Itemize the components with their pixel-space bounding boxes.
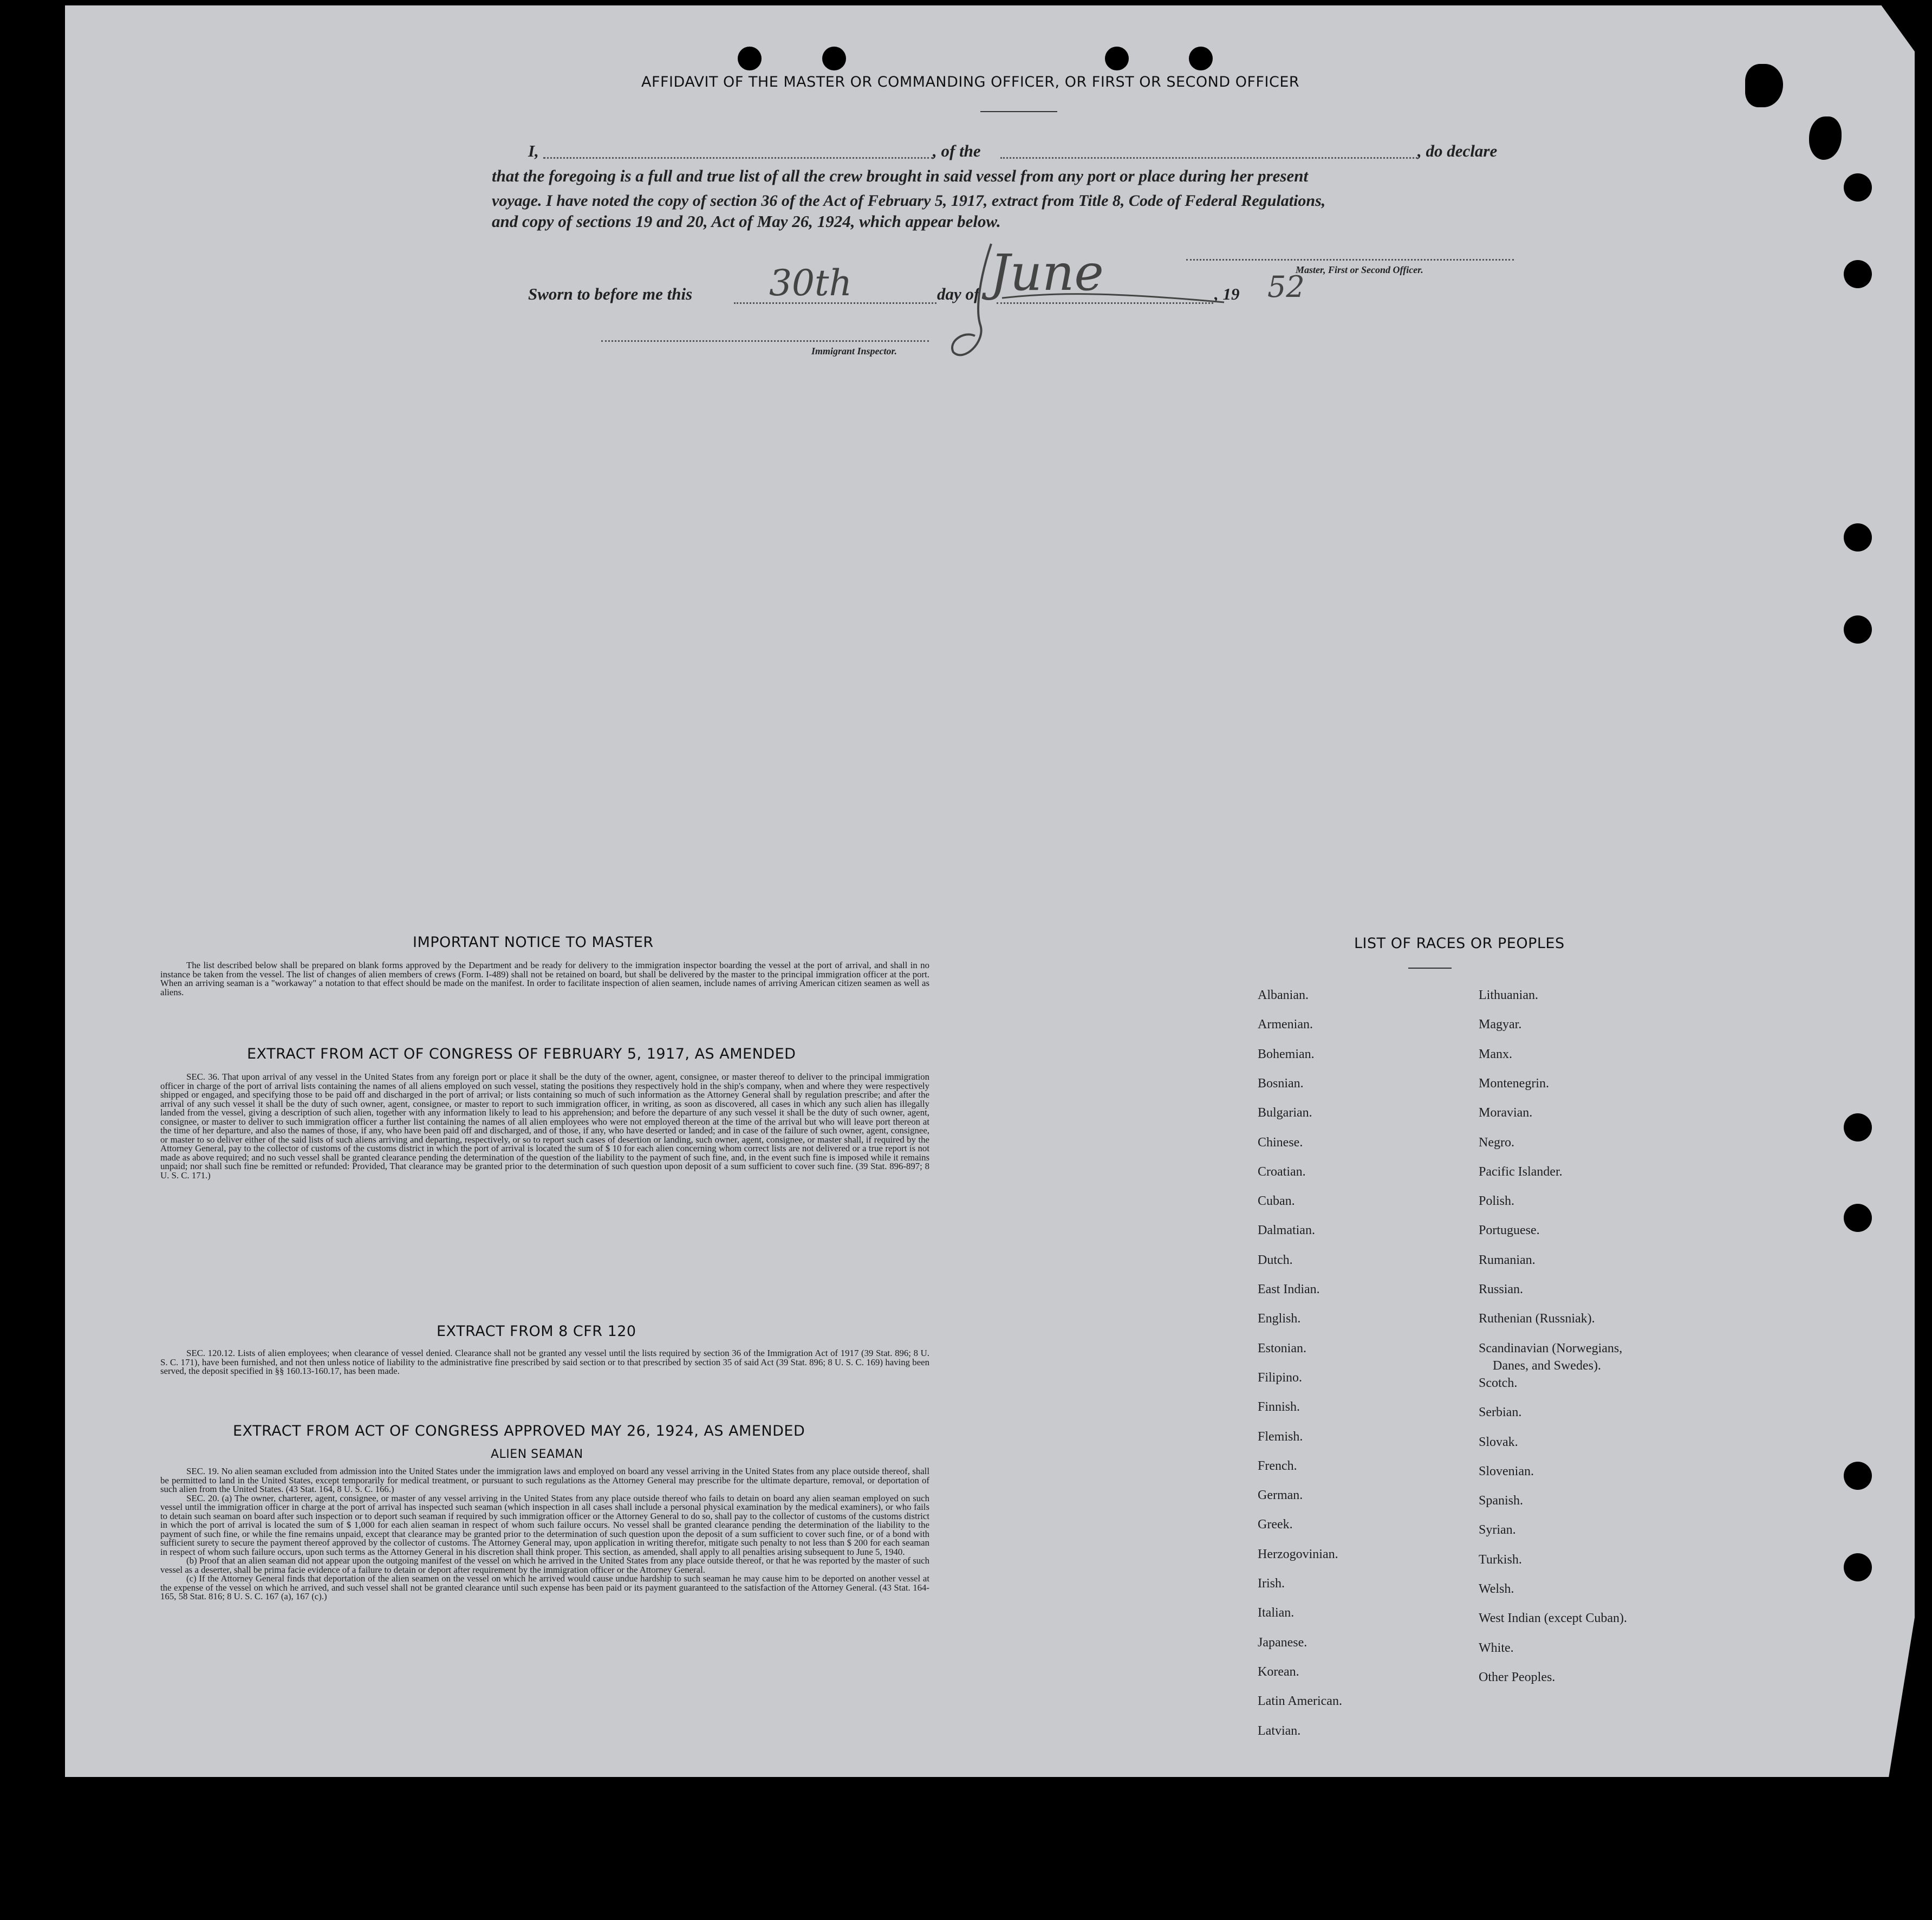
extract-cfr-text [160, 1349, 929, 1376]
affidavit-line-2: that the foregoing is a full and true list of all the crew brought in said vessel from any port or place during her present [492, 166, 1309, 185]
race-item: Latvian. [1258, 1723, 1301, 1738]
race-item: Pacific Islander. [1479, 1164, 1563, 1179]
punch-hole-side-3 [1844, 523, 1872, 552]
affidavit-line-3: voyage. I have noted the copy of section 36 of the Act of February 5, 1917, extract from Title 8, Code of Federal Regulations, [492, 192, 1326, 210]
vessel-blank [1000, 157, 1417, 159]
punch-hole-side-8 [1844, 1553, 1872, 1581]
punch-hole-side-6 [1844, 1204, 1872, 1232]
race-item: Polish. [1479, 1194, 1515, 1209]
race-item: White. [1479, 1640, 1514, 1655]
race-item: Negro. [1479, 1135, 1514, 1150]
alien-seaman-subtitle: ALIEN SEAMAN [491, 1448, 583, 1461]
race-item: Magyar. [1479, 1017, 1522, 1032]
day-of-label: day of [937, 284, 980, 303]
punch-hole-side-2 [1844, 260, 1872, 288]
punch-hole-top-1 [738, 47, 762, 70]
inspector-label: Immigrant Inspector. [811, 346, 897, 356]
race-item: Chinese. [1258, 1135, 1303, 1150]
handwritten-month: June [990, 244, 1104, 302]
extract-1924-title: EXTRACT FROM ACT OF CONGRESS APPROVED MAY 26, 1924, AS AMENDED [233, 1423, 805, 1439]
affidavit-title-rule [980, 111, 1057, 112]
punch-hole-top-4 [1189, 47, 1213, 70]
punch-hole-top-3 [1105, 47, 1129, 70]
notice-text [160, 961, 929, 997]
race-item: Cuban. [1258, 1194, 1295, 1209]
race-item: Bohemian. [1258, 1047, 1315, 1061]
sec-120-12-paragraph: SEC. 120.12. Lists of alien employees; when clearance of vessel denied. Clearance shall not be granted any vessel until the lists required by section 36 of the Immigration Act of 1917 (39 Stat. 896; 8 U. S. C. 171), have been furnished, and not then unless notice of liability to the administrative fine prescribed by said section or to that prescribed by section 35 of said Act (39 Stat. 896; 8 U. S. C. 169) having been served, the deposit specified in §§ 160.13-160.17, has been made. [160, 1348, 929, 1376]
race-item: Slovak. [1479, 1435, 1518, 1449]
sec-20c-paragraph: (c) If the Attorney General finds that deportation of the alien seamen on the vessel on which he arrived would cause undue hardship to such seaman he may cause him to be deported on another vessel at the expense of the vessel on which he arrived, and such vessel shall not be granted clearance until such expense has been paid or its payment guaranteed to the satisfaction of the Attorney General. (43 Stat. 164-165, 58 Stat. 816; 8 U. S. C. 167 (a), 167 (c).) [160, 1573, 929, 1601]
race-item: Albanian. [1258, 988, 1309, 1002]
sec-36-paragraph: SEC. 36. That upon arrival of any vessel in the United States from any foreign port or place it shall be the duty of the owner, agent, consignee, or master thereof to deliver to the principal immigration officer in charge of the port of arrival lists containing the names of all aliens employed on such vessel, stating the positions they respectively hold in the ship's company, when and where they were respectively shipped or engaged, and specifying those to be paid off and discharged in the port of arrival; or lists containing so much of such information as the Attorney General shall by regulation prescribe; and after the arrival of any such vessel it shall be the duty of such owner, agent, consignee, or master to report to such immigration officer, in writing, as soon as discovered, all cases in which any such alien has illegally landed from the vessel, giving a description of such alien, together with any information likely to lead to his apprehension; and before the departure of any such vessel it shall be the duty of such owner, agent, consignee, or master to deliver to such immigration officer a further list containing the names of all alien employees who were not employed thereon at the time of the arrival but who will leave port thereon at the time of her departure, and also the names of those, if any, who have been paid off and discharged, and of those, if any, who have deserted or landed; and in case of the failure of such owner, agent, consignee, or master to so deliver either of the said lists of such aliens arriving and departing, respectively, or so to report such cases of desertion or landing, such owner, agent, consignee, or master shall, if required by the Attorney General, pay to the collector of customs of the customs district in which the port of arrival is located the sum of $ 10 for each alien concerning whom correct lists are not delivered or a true report is not made as above required; and no such vessel shall be granted clearance pending the determination of the question of the liability to the payment of such fine, and, in the event such fine is imposed while it remains unpaid; nor shall such fine be remitted or refunded: Provided, That clearance may be granted prior to the determination of such question upon deposit of a sum sufficient to cover such fine. (39 Stat. 896-897; 8 U. S. C. 171.) [160, 1072, 929, 1180]
sec-19-paragraph: SEC. 19. No alien seaman excluded from admission into the United States under the immigration laws and employed on board any vessel arriving in the United States from any place outside thereof, shall be permitted to land in the United States, except temporarily for medical treatment, or pursuant to such regulations as the Attorney General may prescribe for the ultimate departure, removal, or deportation of such alien from the United States. (43 Stat. 164, 8 U. S. C. 166.) [160, 1466, 929, 1494]
punch-hole-side-7 [1844, 1462, 1872, 1490]
race-item: Italian. [1258, 1606, 1294, 1620]
race-item: Dalmatian. [1258, 1223, 1315, 1238]
race-item: Filipino. [1258, 1370, 1303, 1385]
race-item: Manx. [1479, 1047, 1512, 1061]
race-item: Flemish. [1258, 1429, 1303, 1444]
race-item: Japanese. [1258, 1635, 1307, 1650]
race-item: Syrian. [1479, 1523, 1516, 1538]
race-item: Greek. [1258, 1517, 1293, 1532]
race-item: Slovenian. [1479, 1464, 1534, 1478]
name-blank [543, 157, 933, 159]
race-item: Rumanian. [1479, 1253, 1536, 1267]
race-item: Portuguese. [1479, 1223, 1540, 1238]
extract-1917-title: EXTRACT FROM ACT OF CONGRESS OF FEBRUARY 5, 1917, AS AMENDED [247, 1046, 796, 1062]
race-item: Herzogovinian. [1258, 1547, 1338, 1561]
affidavit-i-label: I, [528, 141, 539, 160]
race-item: Scandinavian (Norwegians, [1479, 1341, 1623, 1355]
master-signature-label: Master, First or Second Officer. [1296, 264, 1423, 275]
race-item: Russian. [1479, 1282, 1524, 1296]
races-title: LIST OF RACES OR PEOPLES [1354, 935, 1565, 952]
race-item: East Indian. [1258, 1282, 1320, 1296]
race-item: Moravian. [1479, 1106, 1533, 1120]
race-item: Danes, and Swedes). [1493, 1358, 1601, 1373]
race-item: Latin American. [1258, 1694, 1342, 1709]
race-item: Croatian. [1258, 1164, 1306, 1179]
inspector-signature-line [601, 340, 929, 342]
notice-title: IMPORTANT NOTICE TO MASTER [413, 934, 654, 951]
extract-1917-text [160, 1073, 929, 1180]
handwritten-day: 30th [769, 262, 853, 304]
race-item: Serbian. [1479, 1405, 1522, 1420]
race-item: German. [1258, 1488, 1303, 1503]
signature-flourish [942, 233, 1246, 363]
race-item: Other Peoples. [1479, 1670, 1556, 1684]
race-item: Welsh. [1479, 1582, 1514, 1596]
extract-1924-text [160, 1467, 929, 1601]
race-item: Spanish. [1479, 1494, 1524, 1508]
race-item: Scotch. [1479, 1376, 1518, 1390]
race-item: French. [1258, 1458, 1297, 1473]
race-item: Bulgarian. [1258, 1106, 1312, 1120]
punch-hole-side-1 [1844, 173, 1872, 202]
race-item: English. [1258, 1312, 1301, 1326]
affidavit-title: AFFIDAVIT OF THE MASTER OR COMMANDING OFFICER, OR FIRST OR SECOND OFFICER [641, 74, 1300, 90]
race-item: Bosnian. [1258, 1076, 1304, 1091]
punch-hole-side-4 [1844, 615, 1872, 644]
affidavit-line-4: and copy of sections 19 and 20, Act of May 26, 1924, which appear below. [492, 212, 1001, 231]
race-item: Armenian. [1258, 1017, 1313, 1032]
notice-paragraph: The list described below shall be prepared on blank forms approved by the Department and be ready for delivery to the immigration inspector boarding the vessel at the port of arrival, and shall in no instance be taken from the vessel. The list of changes of alien members of crews (Form. I-489) shall not be retained on board, but shall be delivered by the master to the principal immigration officer at the port. When an arriving seaman is a "workaway" a notation to that effect should be made on the manifest. In order to facilitate inspection of alien seamen, include names of arriving American citizen seamen as well as aliens. [160, 960, 929, 997]
race-item: Korean. [1258, 1664, 1299, 1679]
race-item: Ruthenian (Russniak). [1479, 1312, 1595, 1326]
affidavit-of-the-label: , of the [933, 141, 981, 160]
race-item: Estonian. [1258, 1341, 1306, 1355]
extract-cfr-title: EXTRACT FROM 8 CFR 120 [437, 1323, 636, 1340]
races-title-rule [1408, 968, 1452, 969]
sec-20a-paragraph: SEC. 20. (a) The owner, charterer, agent, consignee, or master of any vessel arriving in the United States from any place outside thereof who fails to detain on board any alien seaman employed on such vessel until the immigration officer in charge at the port of arrival has inspected such seaman (which inspection in all cases shall include a personal physical examination by the medical examiners), or who fails to detain such seaman on board after such inspection or to deport such seaman if required by such immigration officer or the Attorney General to do so, shall pay to the collector of customs of the customs district in which the port of arrival is located the sum of $ 1,000 for each alien seaman in respect of whom such failure occurs. No vessel shall be granted clearance pending the determination of the liability to the payment of such fine, or while the fine remains unpaid, except that clearance may be granted prior to the determination of such question upon the deposit of a sum sufficient to cover such fine, or of a bond with sufficient surety to secure the payment thereof approved by the collector of customs. The Attorney General may, upon application in writing therefor, mitigate such penalty to not less than $ 200 for each seaman in respect of whom such failure occurs, upon such terms as the Attorney General in his discretion shall think proper. This section, as amended, shall apply to all penalties arising subsequent to June 5, 1940. [160, 1493, 929, 1557]
race-item: Irish. [1258, 1577, 1285, 1591]
race-item: Lithuanian. [1479, 988, 1538, 1002]
race-item: Finnish. [1258, 1400, 1300, 1415]
affidavit-do-declare: , do declare [1417, 141, 1498, 160]
sworn-label: Sworn to before me this [528, 284, 693, 303]
race-item: Turkish. [1479, 1552, 1522, 1567]
sec-20b-paragraph: (b) Proof that an alien seaman did not appear upon the outgoing manifest of the vessel on which he arrived in the United States from any place outside thereof, or that he was reported by the master of such vessel as a deserter, shall be prima facie evidence of a failure to detain or deport after requirement by the immigration officer or the Attorney General. [160, 1555, 929, 1575]
punch-hole-side-5 [1844, 1113, 1872, 1141]
race-item: Dutch. [1258, 1253, 1293, 1267]
race-item: Montenegrin. [1479, 1076, 1549, 1091]
punch-hole-top-2 [822, 47, 846, 70]
year-prefix: , 19 [1214, 284, 1240, 303]
handwritten-year: 52 [1267, 270, 1305, 304]
race-item: West Indian (except Cuban). [1479, 1611, 1627, 1626]
